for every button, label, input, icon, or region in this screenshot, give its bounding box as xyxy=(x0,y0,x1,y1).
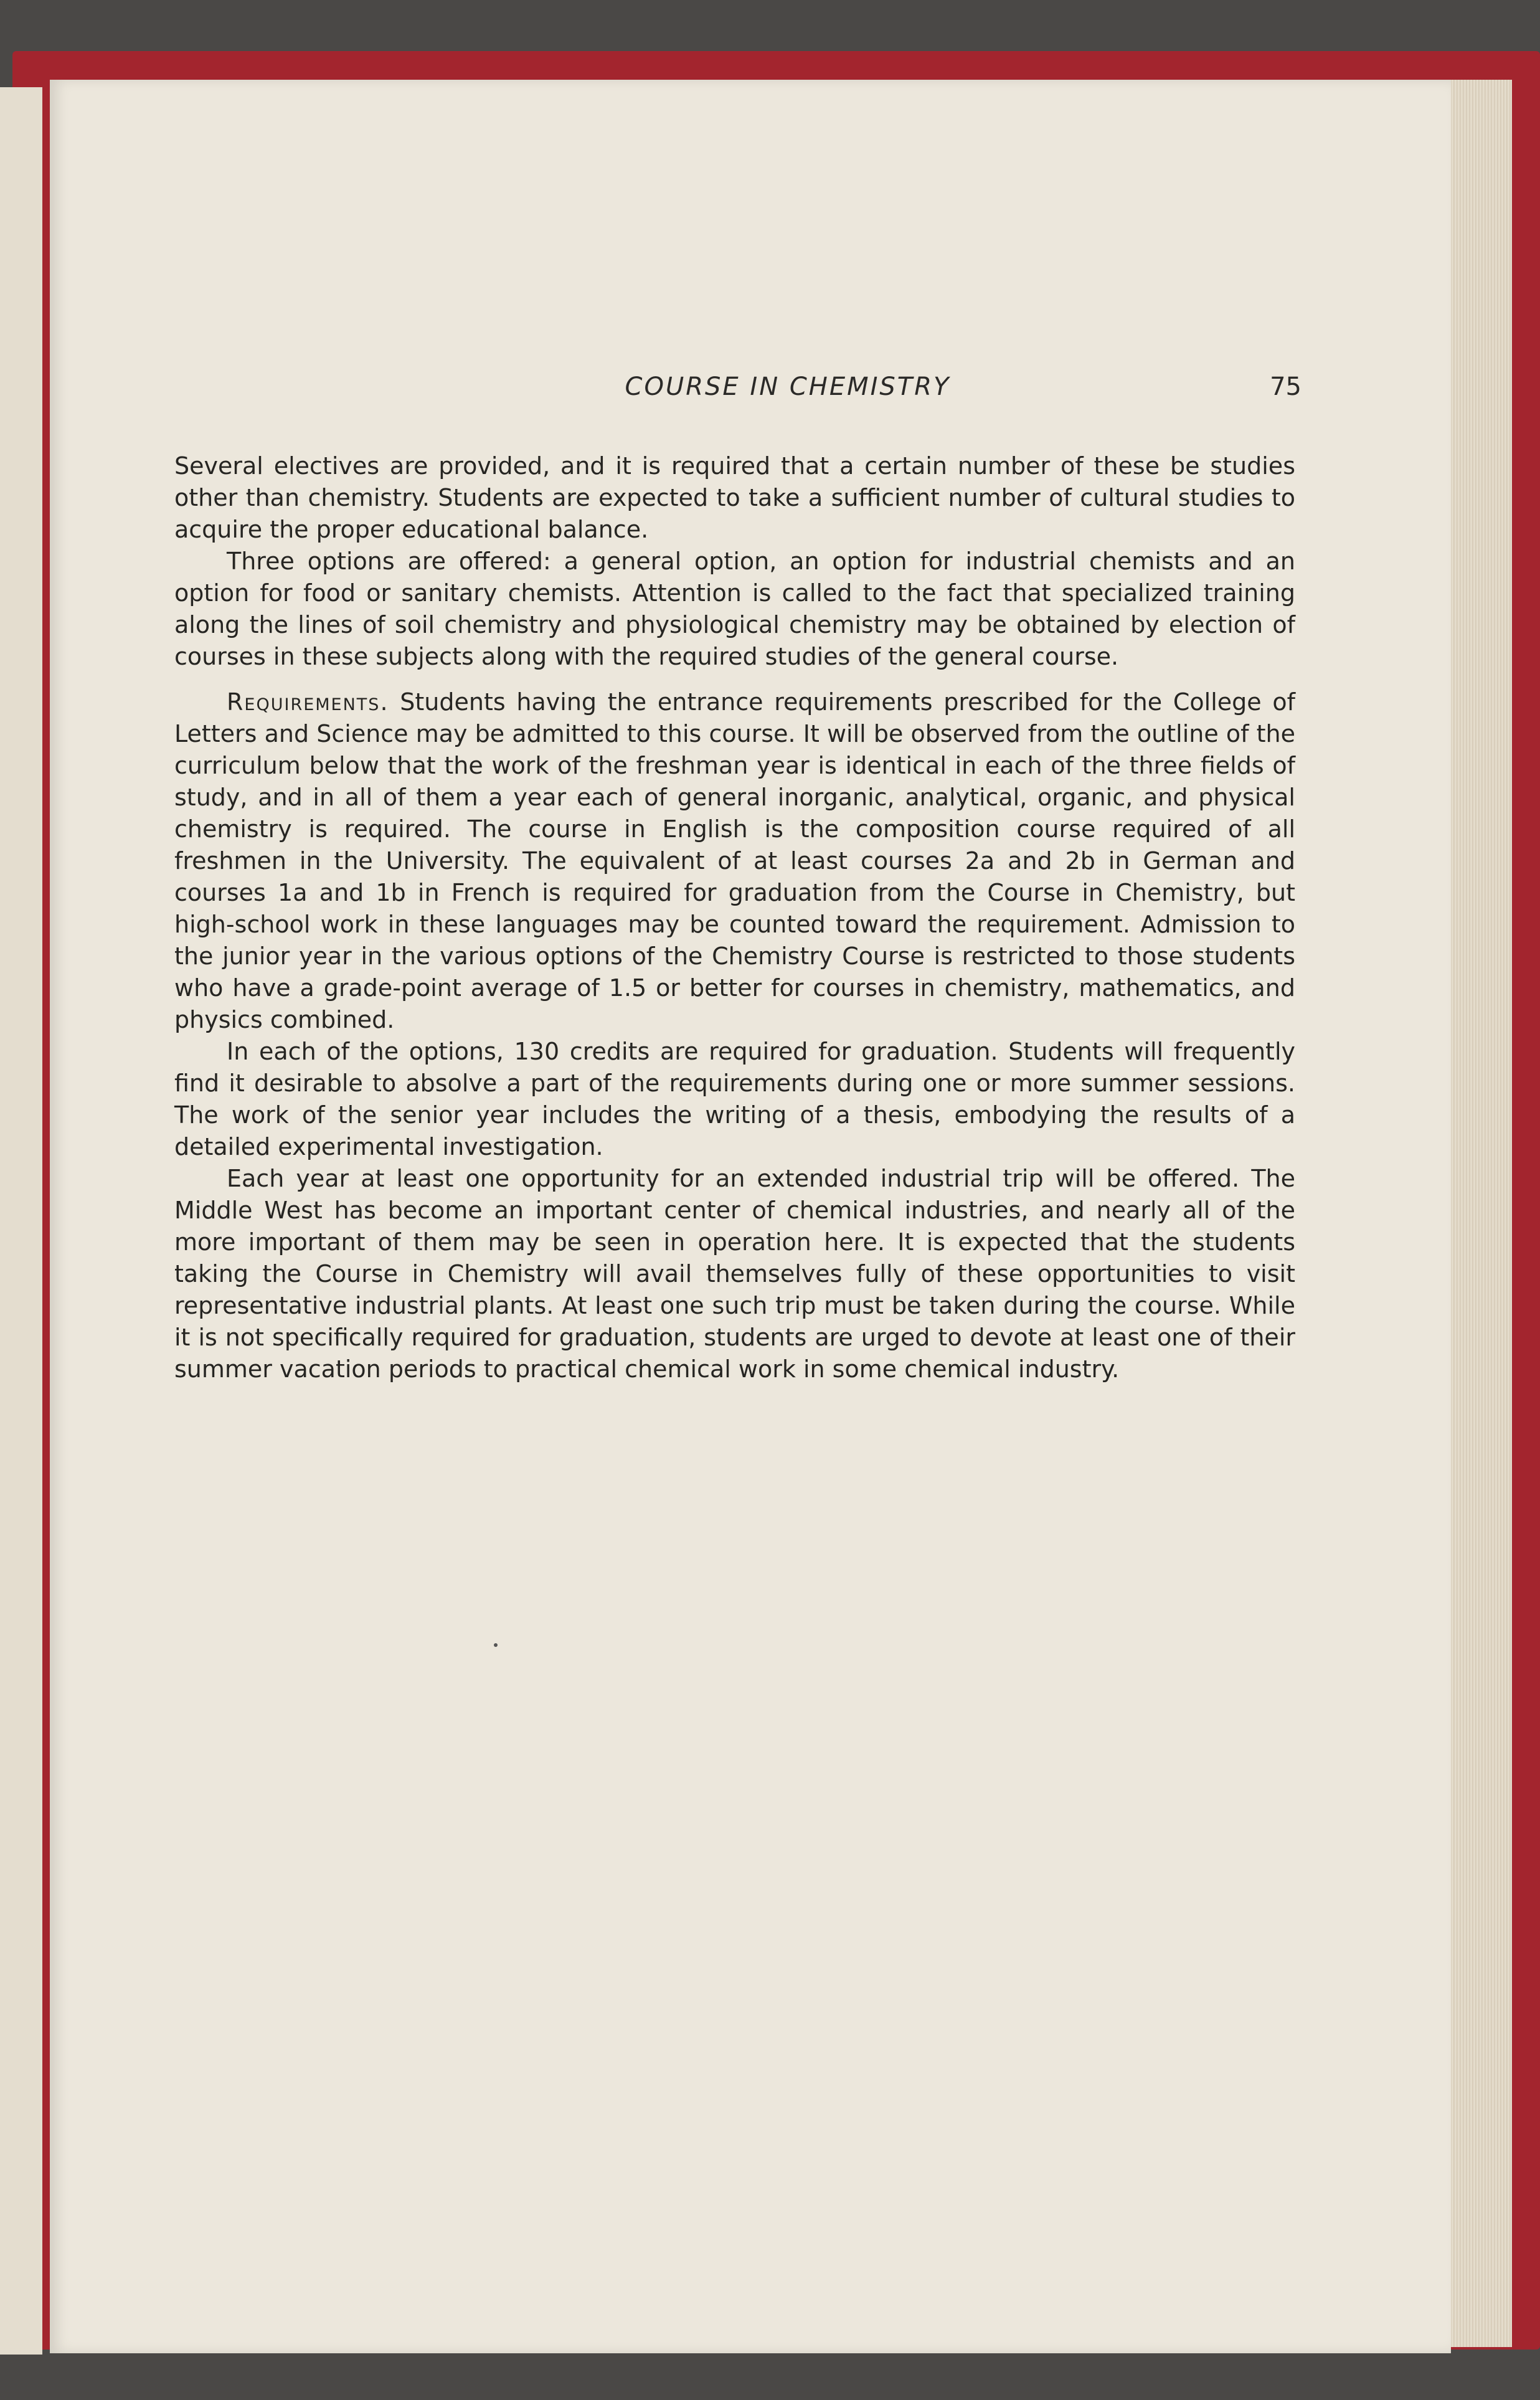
page-stack-edges xyxy=(1445,80,1512,2347)
paragraph-options: Three options are offered: a general option, an option for industrial chemists and an option for food or sanitary chemists. Attention is called to the fact that specialized training along the lines of soil chemistry and physiological chemistry may be obtained by election of courses in these subjects along with the required studies of the general course. xyxy=(174,548,1295,670)
paragraph-requirements xyxy=(174,686,1295,1036)
book-page xyxy=(50,80,1451,2353)
requirements-text: Students having the entrance requirements prescribed for the College of Letters and Science may be admitted to this course. It will be observed from the outline of the curriculum below that the work of the freshman year is identical in each of the three fields of study, and in all of them a year each of general inorganic, analytical, organic, and physical chemistry is required. The course in English is the composition course required of all freshmen in the University. The equivalent of at least courses 2a and 2b in German and courses 1a and 1b in French is required for graduation from the Course in Chemistry, but high-school work in these languages may be counted toward the requirement. Admission to the junior year in the various options of the Chemistry Course is restricted to those students who have a grade-point average of 1.5 or better for courses in chemistry, mathematics, and physics combined. xyxy=(174,688,1295,1033)
running-head xyxy=(50,372,1451,410)
paragraph-industrial-trip: Each year at least one opportunity for an extended industrial trip will be offered. The Middle West has become an important center of chemical industries, and nearly all of the more important of them may be seen in operation here. It is expected that the students taking the Course in Chemistry will avail themselves fully of these opportunities to visit representative industrial plants. At least one such trip must be taken during the course. While it is not specifically required for graduation, students are urged to devote at least one of their summer vacation periods to practical chemical work in some chemical industry. xyxy=(174,1165,1295,1383)
ink-dot xyxy=(494,1643,498,1647)
requirements-heading: Requirements. xyxy=(227,688,389,716)
page-number: 75 xyxy=(1270,372,1301,401)
running-title: COURSE IN CHEMISTRY xyxy=(625,372,951,401)
paragraph-credits: In each of the options, 130 credits are required for graduation. Students will frequently find it desirable to absolve a part of the requirements during one or more summer sessions. The work of the senior year includes the writing of a thesis, embodying the results of a detailed experimental investigation. xyxy=(174,1038,1295,1160)
paragraph-electives: Several electives are provided, and it is required that a certain number of these be studies other than chemistry. Students are expected to take a sufficient number of cultural studies to acquire the proper educational balance. xyxy=(174,452,1295,543)
body-text xyxy=(174,450,1295,1385)
previous-page-edge xyxy=(0,87,42,2355)
